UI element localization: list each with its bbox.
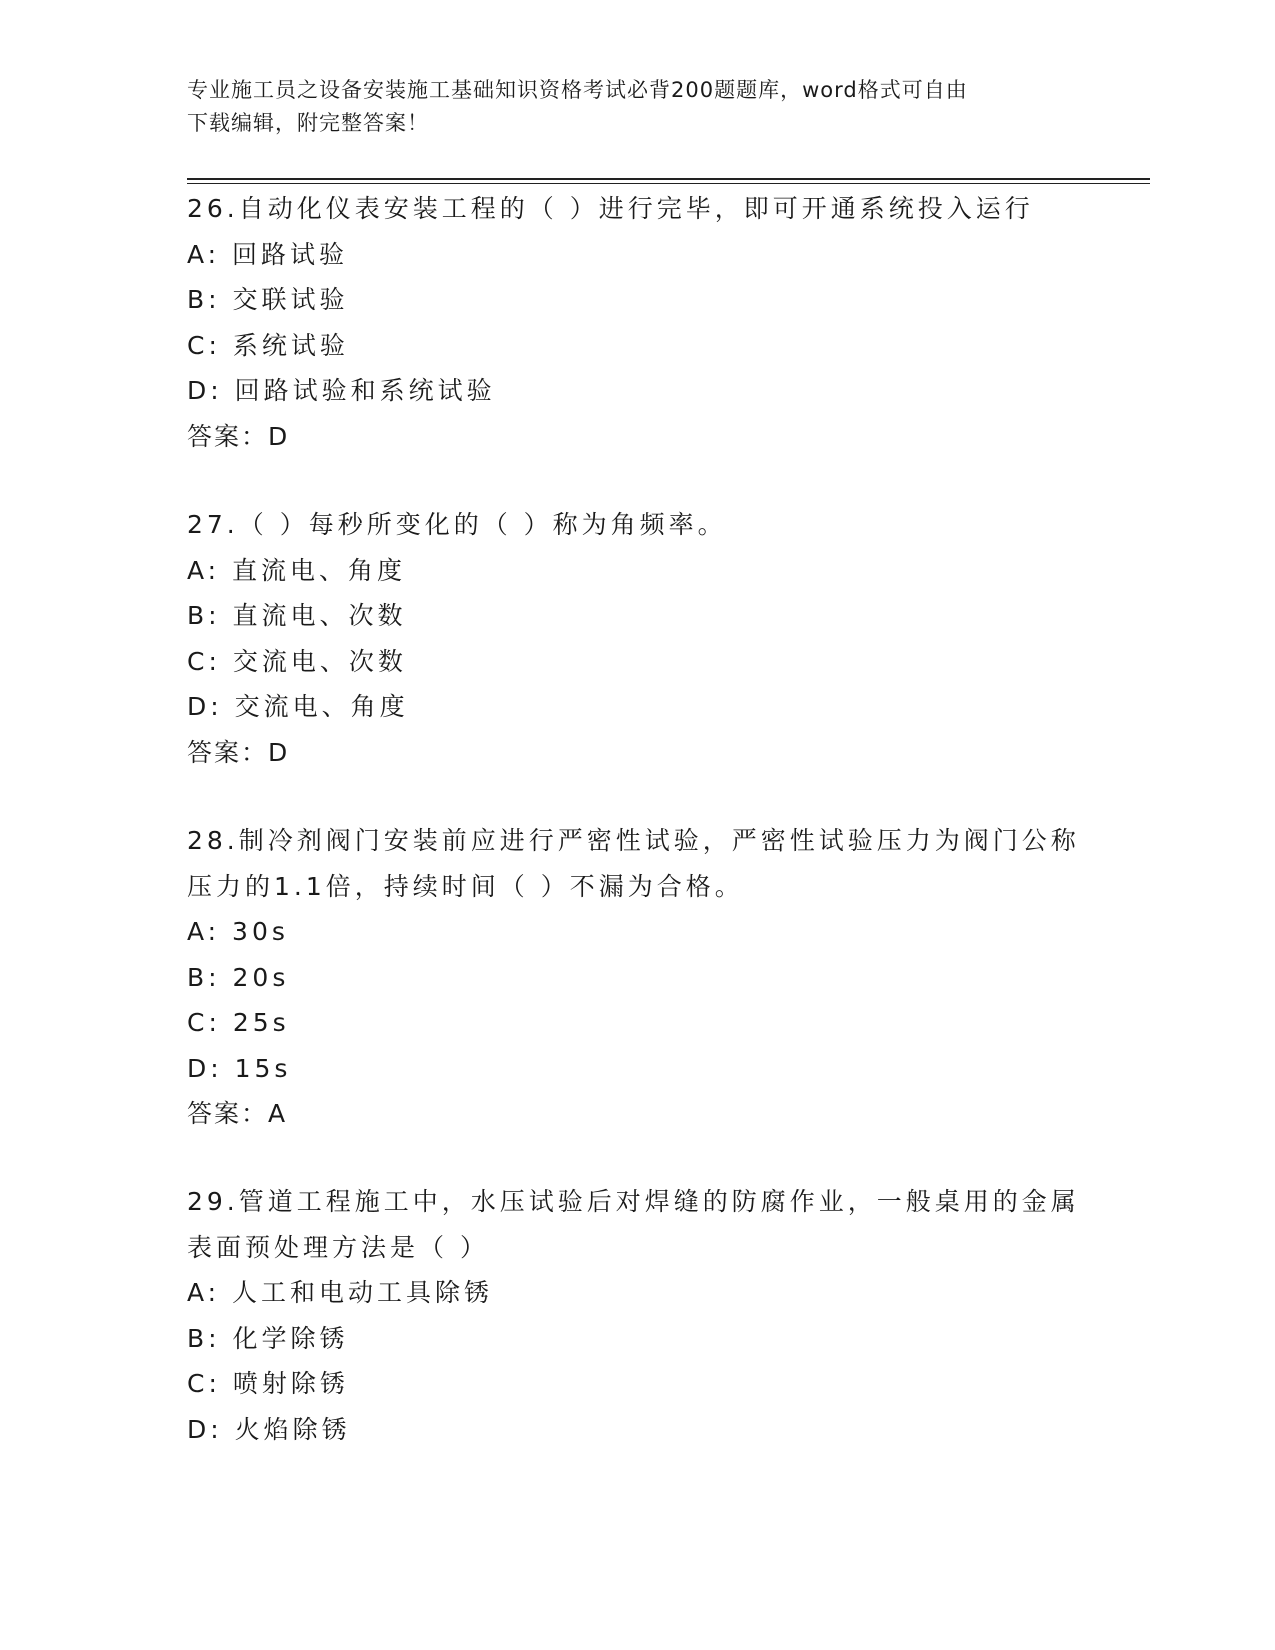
question-stem: 27.（ ）每秒所变化的（ ）称为角频率。	[187, 510, 727, 539]
option-c: C: 喷射除锈	[187, 1369, 349, 1398]
question-26	[187, 186, 1087, 459]
question-stem-line-1: 29.管道工程施工中，水压试验后对焊缝的防腐作业，一般桌用的金属	[187, 1187, 1080, 1216]
question-28	[187, 818, 1087, 1137]
question-stem: 26.自动化仪表安装工程的（ ）进行完毕，即可开通系统投入运行	[187, 194, 1034, 223]
option-d: D: 交流电、角度	[187, 692, 409, 721]
option-d: D: 回路试验和系统试验	[187, 376, 496, 405]
answer-label: 答案：A	[187, 1099, 288, 1128]
option-b: B: 直流电、次数	[187, 601, 407, 630]
option-d: D: 15s	[187, 1053, 292, 1083]
option-c: C: 系统试验	[187, 330, 349, 360]
question-29	[187, 1179, 1087, 1452]
question-27	[187, 502, 1087, 775]
option-c: C: 交流电、次数	[187, 646, 407, 676]
document-header	[187, 74, 1067, 140]
option-b: B: 20s	[187, 962, 290, 992]
option-b: B: 化学除锈	[187, 1323, 349, 1353]
option-d: D: 火焰除锈	[187, 1414, 351, 1444]
option-a: A: 30s	[187, 917, 289, 946]
question-stem-line-2: 压力的1.1倍，持续时间（ ）不漏为合格。	[187, 871, 744, 901]
header-line-2: 下载编辑，附完整答案！	[187, 111, 429, 135]
option-a: A: 直流电、角度	[187, 555, 407, 585]
option-c: C: 25s	[187, 1008, 290, 1037]
header-divider-thin	[187, 183, 1150, 184]
option-a: A: 人工和电动工具除锈	[187, 1278, 494, 1307]
answer-label: 答案：D	[187, 737, 290, 767]
answer-label: 答案：D	[187, 421, 290, 451]
option-b: B: 交联试验	[187, 285, 349, 314]
option-a: A: 回路试验	[187, 239, 349, 269]
question-stem-line-2: 表面预处理方法是（ ）	[187, 1232, 489, 1262]
header-line-1: 专业施工员之设备安装施工基础知识资格考试必背200题题库，word格式可自由	[187, 78, 968, 102]
header-divider-thick	[187, 178, 1150, 180]
question-stem-line-1: 28.制冷剂阀门安装前应进行严密性试验，严密性试验压力为阀门公称	[187, 826, 1080, 855]
